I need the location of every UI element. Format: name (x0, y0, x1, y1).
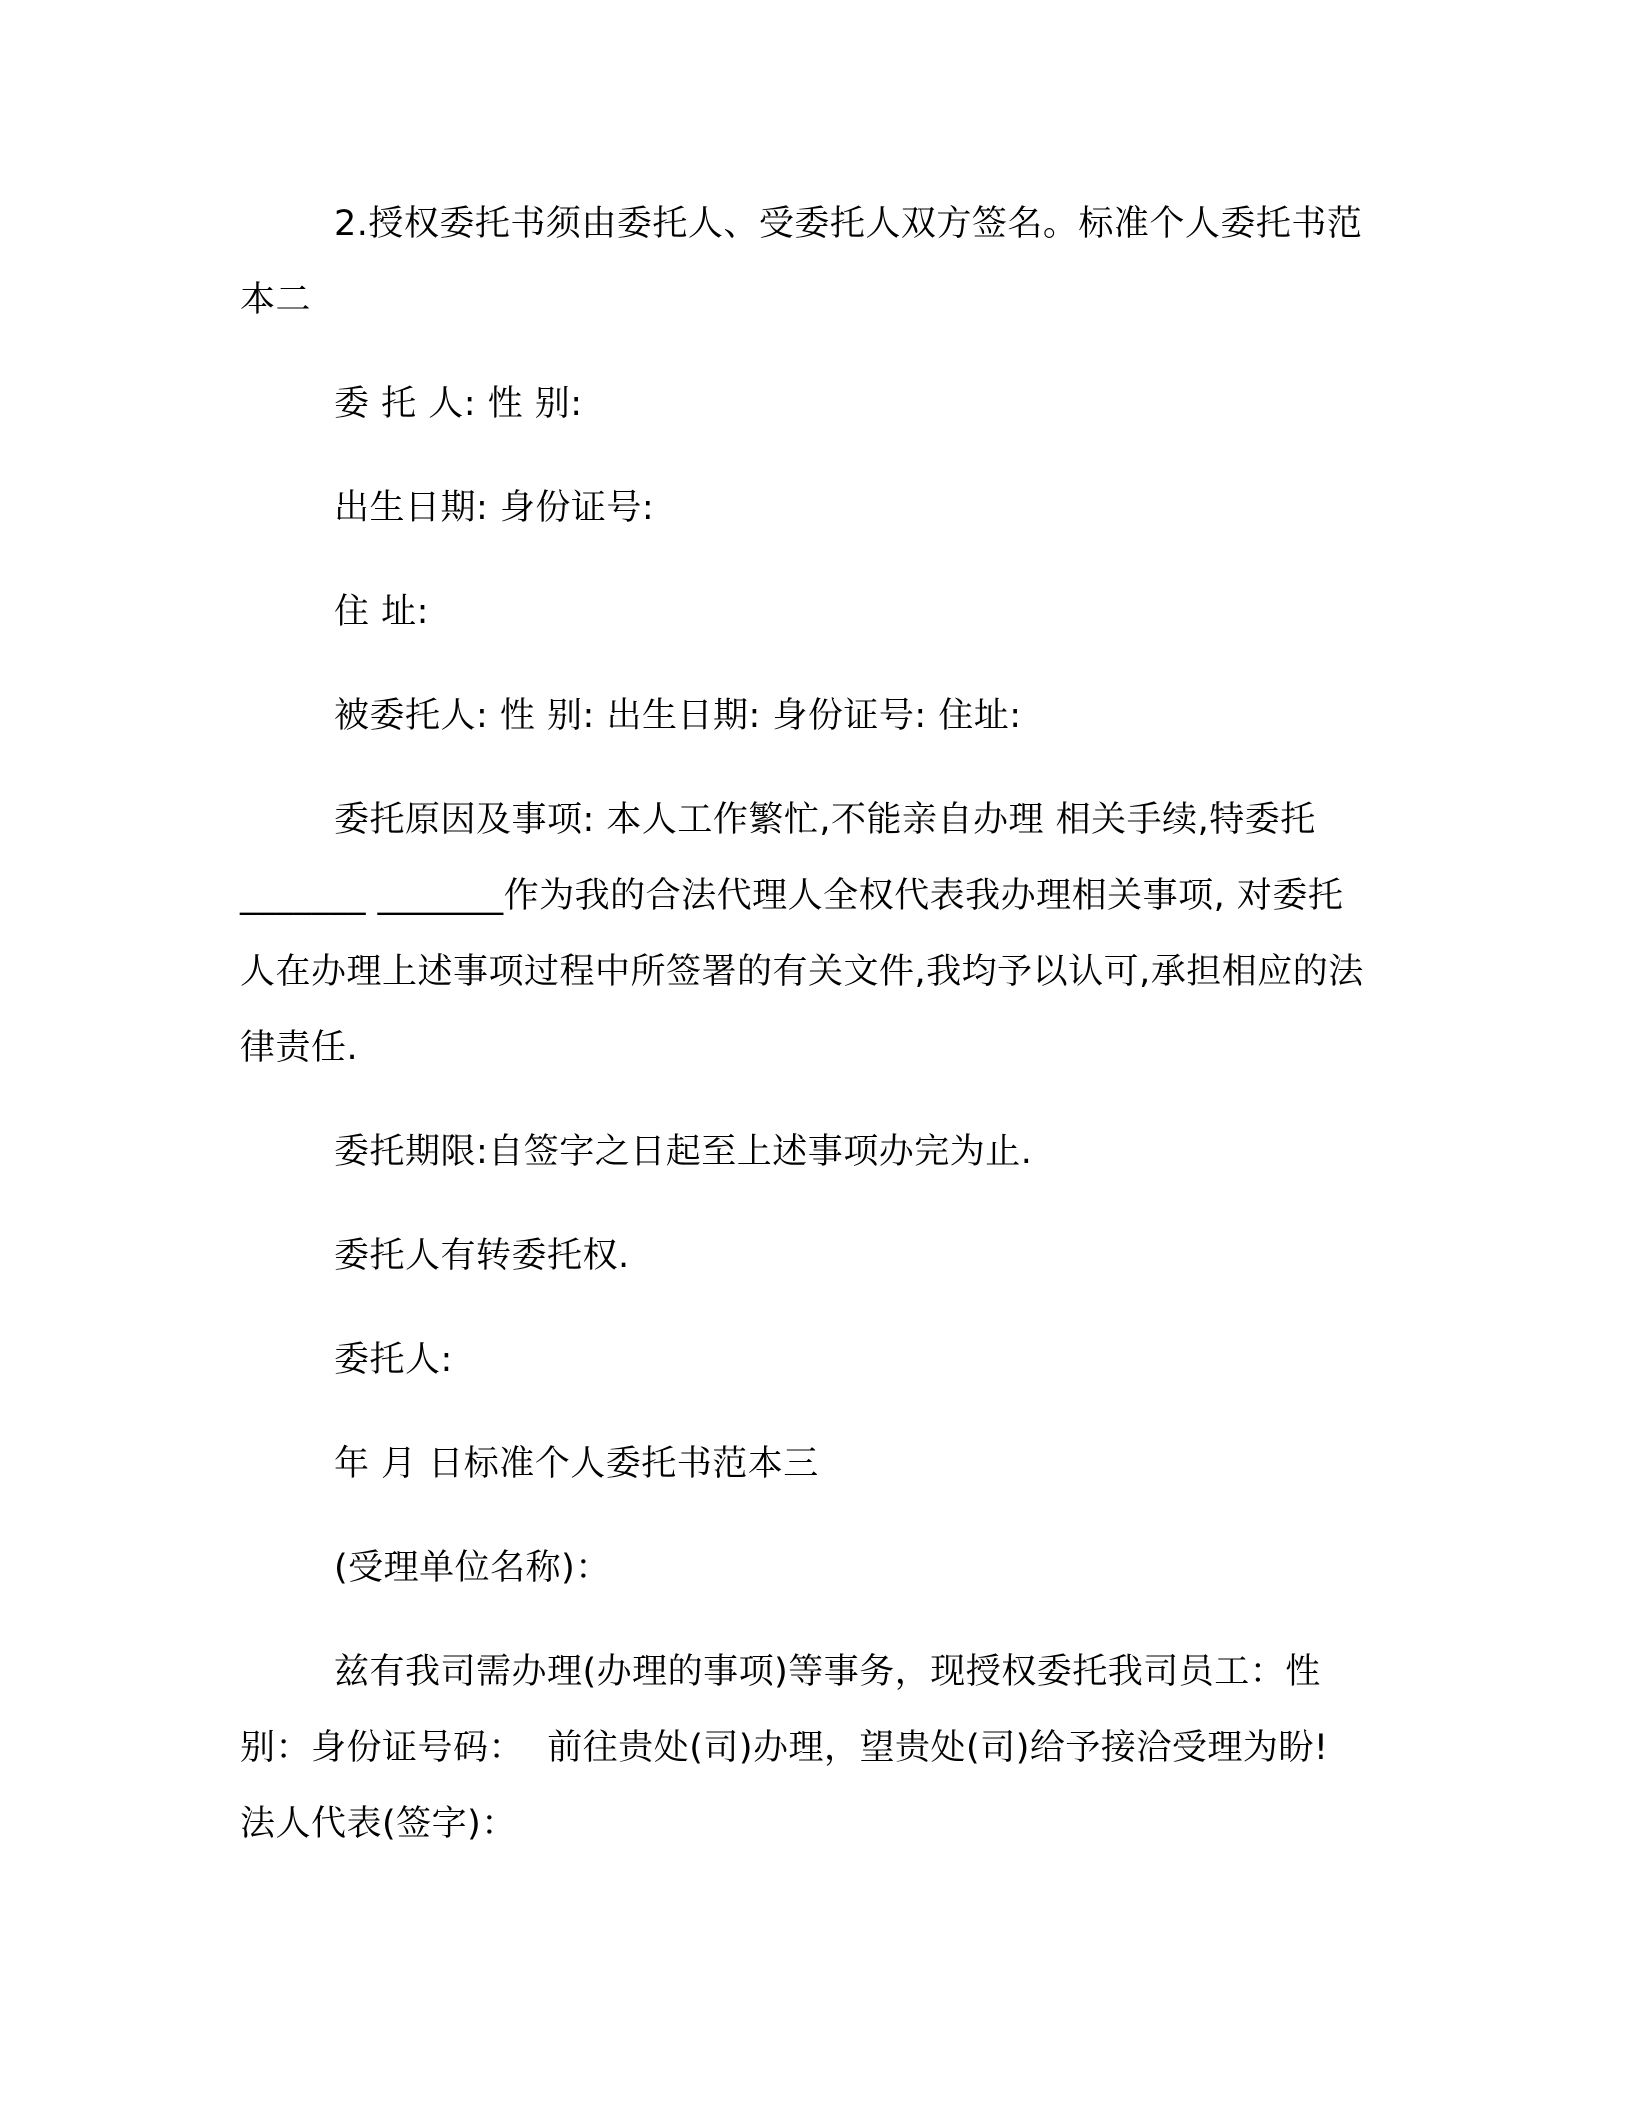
paragraph-principal-signature: 委托人: (334, 1340, 453, 1380)
paragraph-birth-id: 出生日期: 身份证号: (334, 488, 655, 528)
paragraph-recipient: (受理单位名称)： (334, 1548, 611, 1588)
paragraph-agent-info: 被委托人: 性 别: 出生日期: 身份证号: 住址: (334, 696, 1022, 736)
paragraph-reason-matters: 委托原因及事项: 本人工作繁忙,不能亲自办理 相关手续,特委托_______ _______作为我的合法代理人全权代表我办理相关事项, 对委托人在办理上述事项过程中所签署的有关文件,我均予以认可,承担相应的法律责任. (240, 800, 1364, 1068)
paragraph-date-template-three: 年 月 日标准个人委托书范本三 (334, 1444, 819, 1484)
document-body (240, 186, 1370, 1862)
paragraph-address: 住 址: (334, 592, 429, 632)
paragraph-legal-rep-signature: 法人代表(签字)： (240, 1804, 517, 1844)
paragraph-principal-gender: 委 托 人: 性 别: (334, 384, 583, 424)
paragraph-authorization-note: 2.授权委托书须由委托人、受委托人双方签名。标准个人委托书范本二 (240, 204, 1363, 320)
paragraph-company-authorization: 兹有我司需办理(办理的事项)等事务，现授权委托我司员工：性别：身份证号码： 前往贵处(司)办理，望贵处(司)给予接洽受理为盼! (240, 1652, 1329, 1768)
paragraph-term: 委托期限:自签字之日起至上述事项办完为止. (334, 1132, 1033, 1172)
paragraph-sub-delegation: 委托人有转委托权. (334, 1236, 630, 1276)
